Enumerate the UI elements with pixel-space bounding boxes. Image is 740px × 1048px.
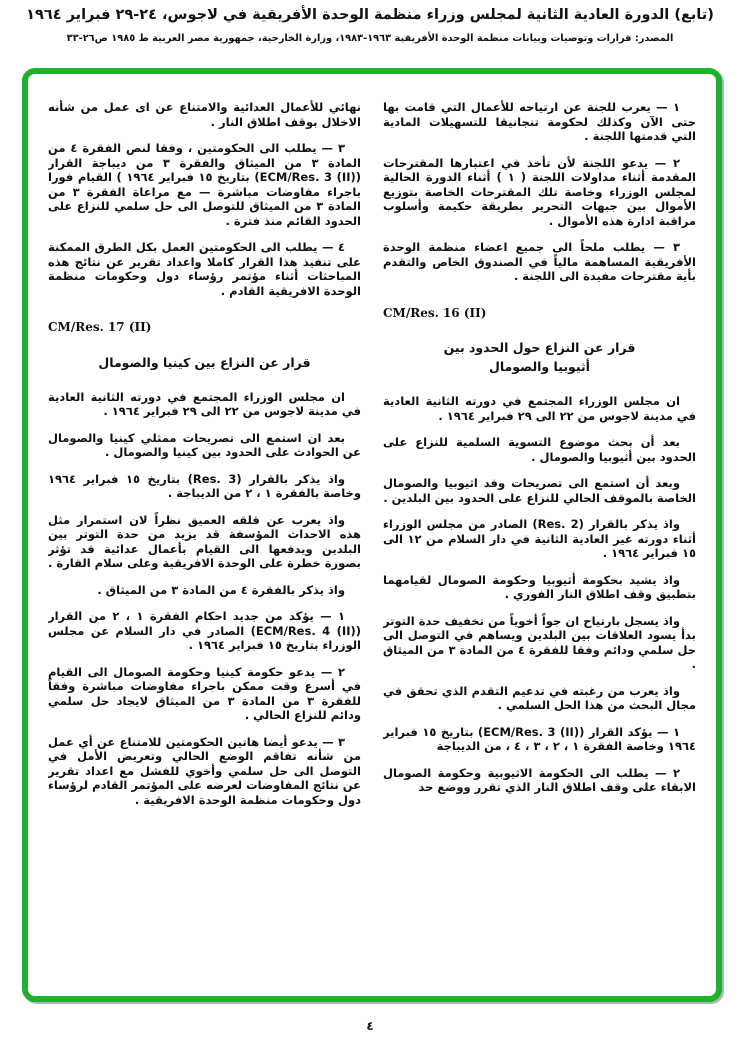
page-number: ٤ [366,1019,374,1033]
paragraph: ٢ — يدعو حكومة كينيا وحكومة الصومال الى القيام في أسرع وقت ممكن باجراء مفاوضات مباشرة وفقاً للفقرة ٣ من المادة ٣ من الميثاق لايجاد حل سلمي ودائم للنزاع الحالي . [48,664,361,722]
paragraph: واذ يشيد بحكومة أثيوبيا وحكومة الصومال لقيامهما بتطبيق وقف اطلاق النار الفوري . [383,572,696,601]
paragraph: ان مجلس الوزراء المجتمع في دورته الثانية العادية في مدينة لاجوس من ٢٢ الى ٢٩ فبراير ١٩٦٤ . [48,389,361,418]
paragraph: وبعد أن استمع الى تصريحات وفد اثيوبيا والصومال الخاصة بالموقف الحالي للنزاع على الحدود بين البلدين . [383,476,696,505]
paragraph: ١ — يعرب للجنة عن ارتياحه للأعمال التي قامت بها حتى الآن وكذلك لحكومة تنجانيقا للتسهيلات المادية التي قدمتها اللجنة . [383,100,696,143]
content-frame [22,68,722,1002]
paragraph: ان مجلس الوزراء المجتمع في دورته الثانية العادية في مدينة لاجوس من ٢٢ الى ٢٩ فبراير ١٩٦٤ . [383,394,696,423]
resolution-title-line: قرار عن النزاع حول الحدود بين [443,340,636,355]
paragraph: واذ يسجل بارتياح ان جواً أخوياً من تخفيف حدة التوتر بدأ يسود العلاقات بين البلدين ويساهم في التوصل الى حل سلمي ودائم وفقا للفقرة ٤ من المادة ٣ من الميثاق . [383,613,696,671]
resolution-title-line: أثيوبيا والصومال [489,359,590,374]
left-column [48,100,361,988]
paragraph: ٢ — يطلب الى الحكومة الاثيوبية وحكومة الصومال الابقاء على وقف اطلاق النار الذي تقرر ووضع حد [383,765,696,794]
paragraph: ٣ — يطلب الى الحكومتين ، وفقا لنص الفقرة ٤ من المادة ٣ من الميثاق والفقرة ٣ من ديباجة القرار (ECM/Res. 3 (II)) بتاريخ ١٥ فبراير ١٩٦٤ ) القيام فورا باجراء مفاوضات مباشرة — مع مراعاة الفقرة ٣ من المادة ٣ من الميثاق للتوصل الى حل سلمي للنزاع على الحدود القائم منذ فترة . [48,141,361,228]
paragraph: بعد أن بحث موضوع التسوية السلمية للنزاع على الحدود بين أثيوبيا والصومال . [383,435,696,464]
paragraph: واذ يذكر بالفقرة ٤ من المادة ٣ من الميثاق . [97,582,345,597]
paragraph: ١ — يؤكد القرار (ECM/Res. 3 (II)) بتاريخ ١٥ فبراير ١٩٦٤ وخاصة الفقرة ١ ، ٢ ، ٣ ، ٤ ، من الديباجة [383,724,696,753]
paragraph: ٢ — يدعو اللجنة لأن تأخذ في اعتبارها المقترحات المقدمة أثناء مداولات اللجنة ( ١ ) أثناء الدورة الحالية لمجلس الوزراء وخاصة تلك المقترحات الخاصة بتوزيع الأموال بين جبهات التحرير بطريقة حكيمة وأسلوب مراقبة ادارة هذه الأموال . [383,155,696,228]
paragraph-continuation: نهائي للأعمال العدائية والامتناع عن اى عمل من شأنه الاخلال بوقف اطلاق النار . [48,100,361,129]
paragraph: واذ يذكر بالقرار (Res. 3) بتاريخ ١٥ فبراير ١٩٦٤ وخاصة بالفقرة ١ ، ٢ من الديباجة . [48,471,361,500]
paragraph: ٤ — يطلب الى الحكومتين العمل بكل الطرق الممكنة على تنفيذ هذا القرار كاملا واعداد تقرير عن نتائج هذه المباحثات أثناء مؤتمر رؤساء دول وحكومات منظمة الوحدة الافريقية القادم . [48,240,361,298]
resolution-ref-cm-res-16: CM/Res. 16 (II) [383,305,487,320]
paragraph: ٣ — يدعو أيضا هاتين الحكومتين للامتناع عن أي عمل من شأنه تفاقم الوضع الحالي وتعريض الأمل في التوصل الى حل سلمي وأخوي للفشل مع اعداد تقرير عن نتائج المفاوضات لعرضه على المؤتمر القادم لرؤساء دول وحكومات منظمة الوحدة الافريقية . [48,734,361,807]
source-line: المصدر: قرارات وتوصيات وبيانات منظمة الوحدة الأفريقية ١٩٦٣-١٩٨٣، وزارة الخارجية، جمهورية مصر العربية ط ١٩٨٥ ص٢٦-٣٣ [66,33,674,44]
paragraph: ١ — يؤكد من جديد احكام الفقرة ١ ، ٢ من القرار (ECM/Res. 4 (II)) الصادر في دار السلام عن مجلس الوزراء بتاريخ ١٥ فبراير ١٩٦٤ . [48,609,361,652]
page-title: (تابع) الدورة العادية الثانية لمجلس وزراء منظمة الوحدة الأفريقية في لاجوس، ٢٤-٢٩ فبراير ١٩٦٤ [26,7,714,23]
paragraph: واذ يذكر بالقرار (Res. 2) الصادر من مجلس الوزراء أثناء دورته غير العادية الثانية في دار السلام من ١٢ الى ١٥ فبراير ١٩٦٤ . [383,517,696,560]
right-column [383,100,696,988]
paragraph: واذ يعرب من رغبته في تدعيم التقدم الذي تحقق في مجال البحث من هذا الحل السلمي . [383,683,696,712]
resolution-title-ethiopia-somalia [383,338,696,376]
paragraph: ٣ — يطلب ملحاً الى جميع اعضاء منظمة الوحدة الأفريقية المساهمة مالياً في الصندوق الخاص والتقدم بأية مقترحات مفيدة الى اللجنة . [383,240,696,283]
paragraph: بعد ان استمع الى تصريحات ممثلي كينيا والصومال عن الحوادث على الحدود بين كينيا والصومال . [48,430,361,459]
resolution-title-kenya-somalia: قرار عن النزاع بين كينيا والصومال [98,354,311,370]
paragraph: واذ يعرب عن قلقه العميق نظراً لان استمرار مثل هذه الاحداث المؤسفة قد يزيد من حدة التوتر بين البلدين ويدفعها الى القيام بأعمال عدائية قد تؤثر بصورة خطرة على الوحدة الافريقية وعلى سلام القارة . [48,512,361,570]
resolution-ref-cm-res-17: CM/Res. 17 (II) [48,320,152,334]
